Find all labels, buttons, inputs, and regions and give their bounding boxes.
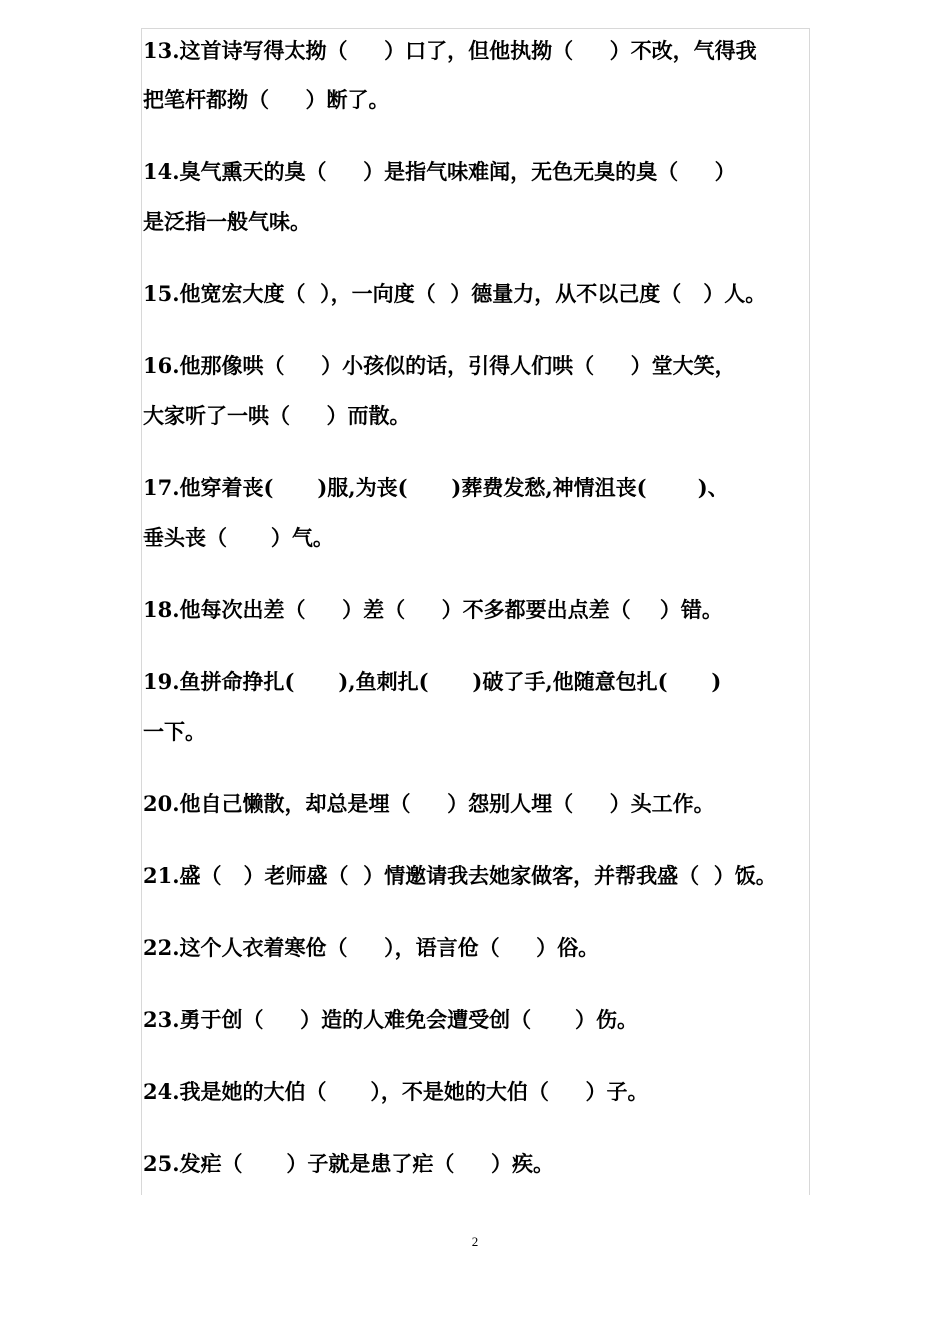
page-number: 2 (471, 1234, 479, 1249)
exercise-17-line-2: 垂头丧（ ）气。 (143, 525, 334, 550)
exercise-13-line-1: 13.这首诗写得太拗（ ）口了，但他执拗（ ）不改，气得我 (143, 38, 757, 63)
exercise-17-line-1: 17.他穿着丧( )服,为丧( )葬费发愁,神情沮丧( )、 (143, 475, 729, 500)
exercise-22-line-1: 22.这个人衣着寒伧（ ），语言伧（ ）俗。 (143, 935, 600, 960)
exercise-14-line-2: 是泛指一般气味。 (143, 209, 311, 234)
exercise-19-line-2: 一下。 (143, 719, 206, 744)
exercise-24-line-1: 24.我是她的大伯（ ），不是她的大伯（ ）子。 (143, 1079, 649, 1104)
exercise-14-line-1: 14.臭气熏天的臭（ ）是指气味难闻，无色无臭的臭（ ） (143, 159, 736, 184)
exercise-16-line-2: 大家听了一哄（ ）而散。 (143, 403, 411, 428)
exercise-16-line-1: 16.他那像哄（ ）小孩似的话，引得人们哄（ ）堂大笑， (143, 353, 736, 378)
exercise-18-line-1: 18.他每次出差（ ）差（ ）不多都要出点差（ ）错。 (143, 597, 723, 622)
exercise-20-line-1: 20.他自己懒散，却总是埋（ ）怨别人埋（ ）头工作。 (143, 791, 715, 816)
exercise-13-line-2: 把笔杆都拗（ ）断了。 (143, 87, 390, 112)
exercise-15-line-1: 15.他宽宏大度（ ），一向度（ ）德量力，从不以己度（ ）人。 (143, 281, 767, 306)
exercise-21-line-1: 21.盛（ ）老师盛（ ）情邀请我去她家做客，并帮我盛（ ）饭。 (143, 863, 777, 888)
exercise-23-line-1: 23.勇于创（ ）造的人难免会遭受创（ ）伤。 (143, 1007, 638, 1032)
exercise-25-line-1: 25.发疟（ ）子就是患了疟（ ）疾。 (143, 1151, 554, 1176)
exercise-19-line-1: 19.鱼拼命挣扎( ),鱼刺扎( )破了手,他随意包扎( ) (143, 669, 722, 694)
